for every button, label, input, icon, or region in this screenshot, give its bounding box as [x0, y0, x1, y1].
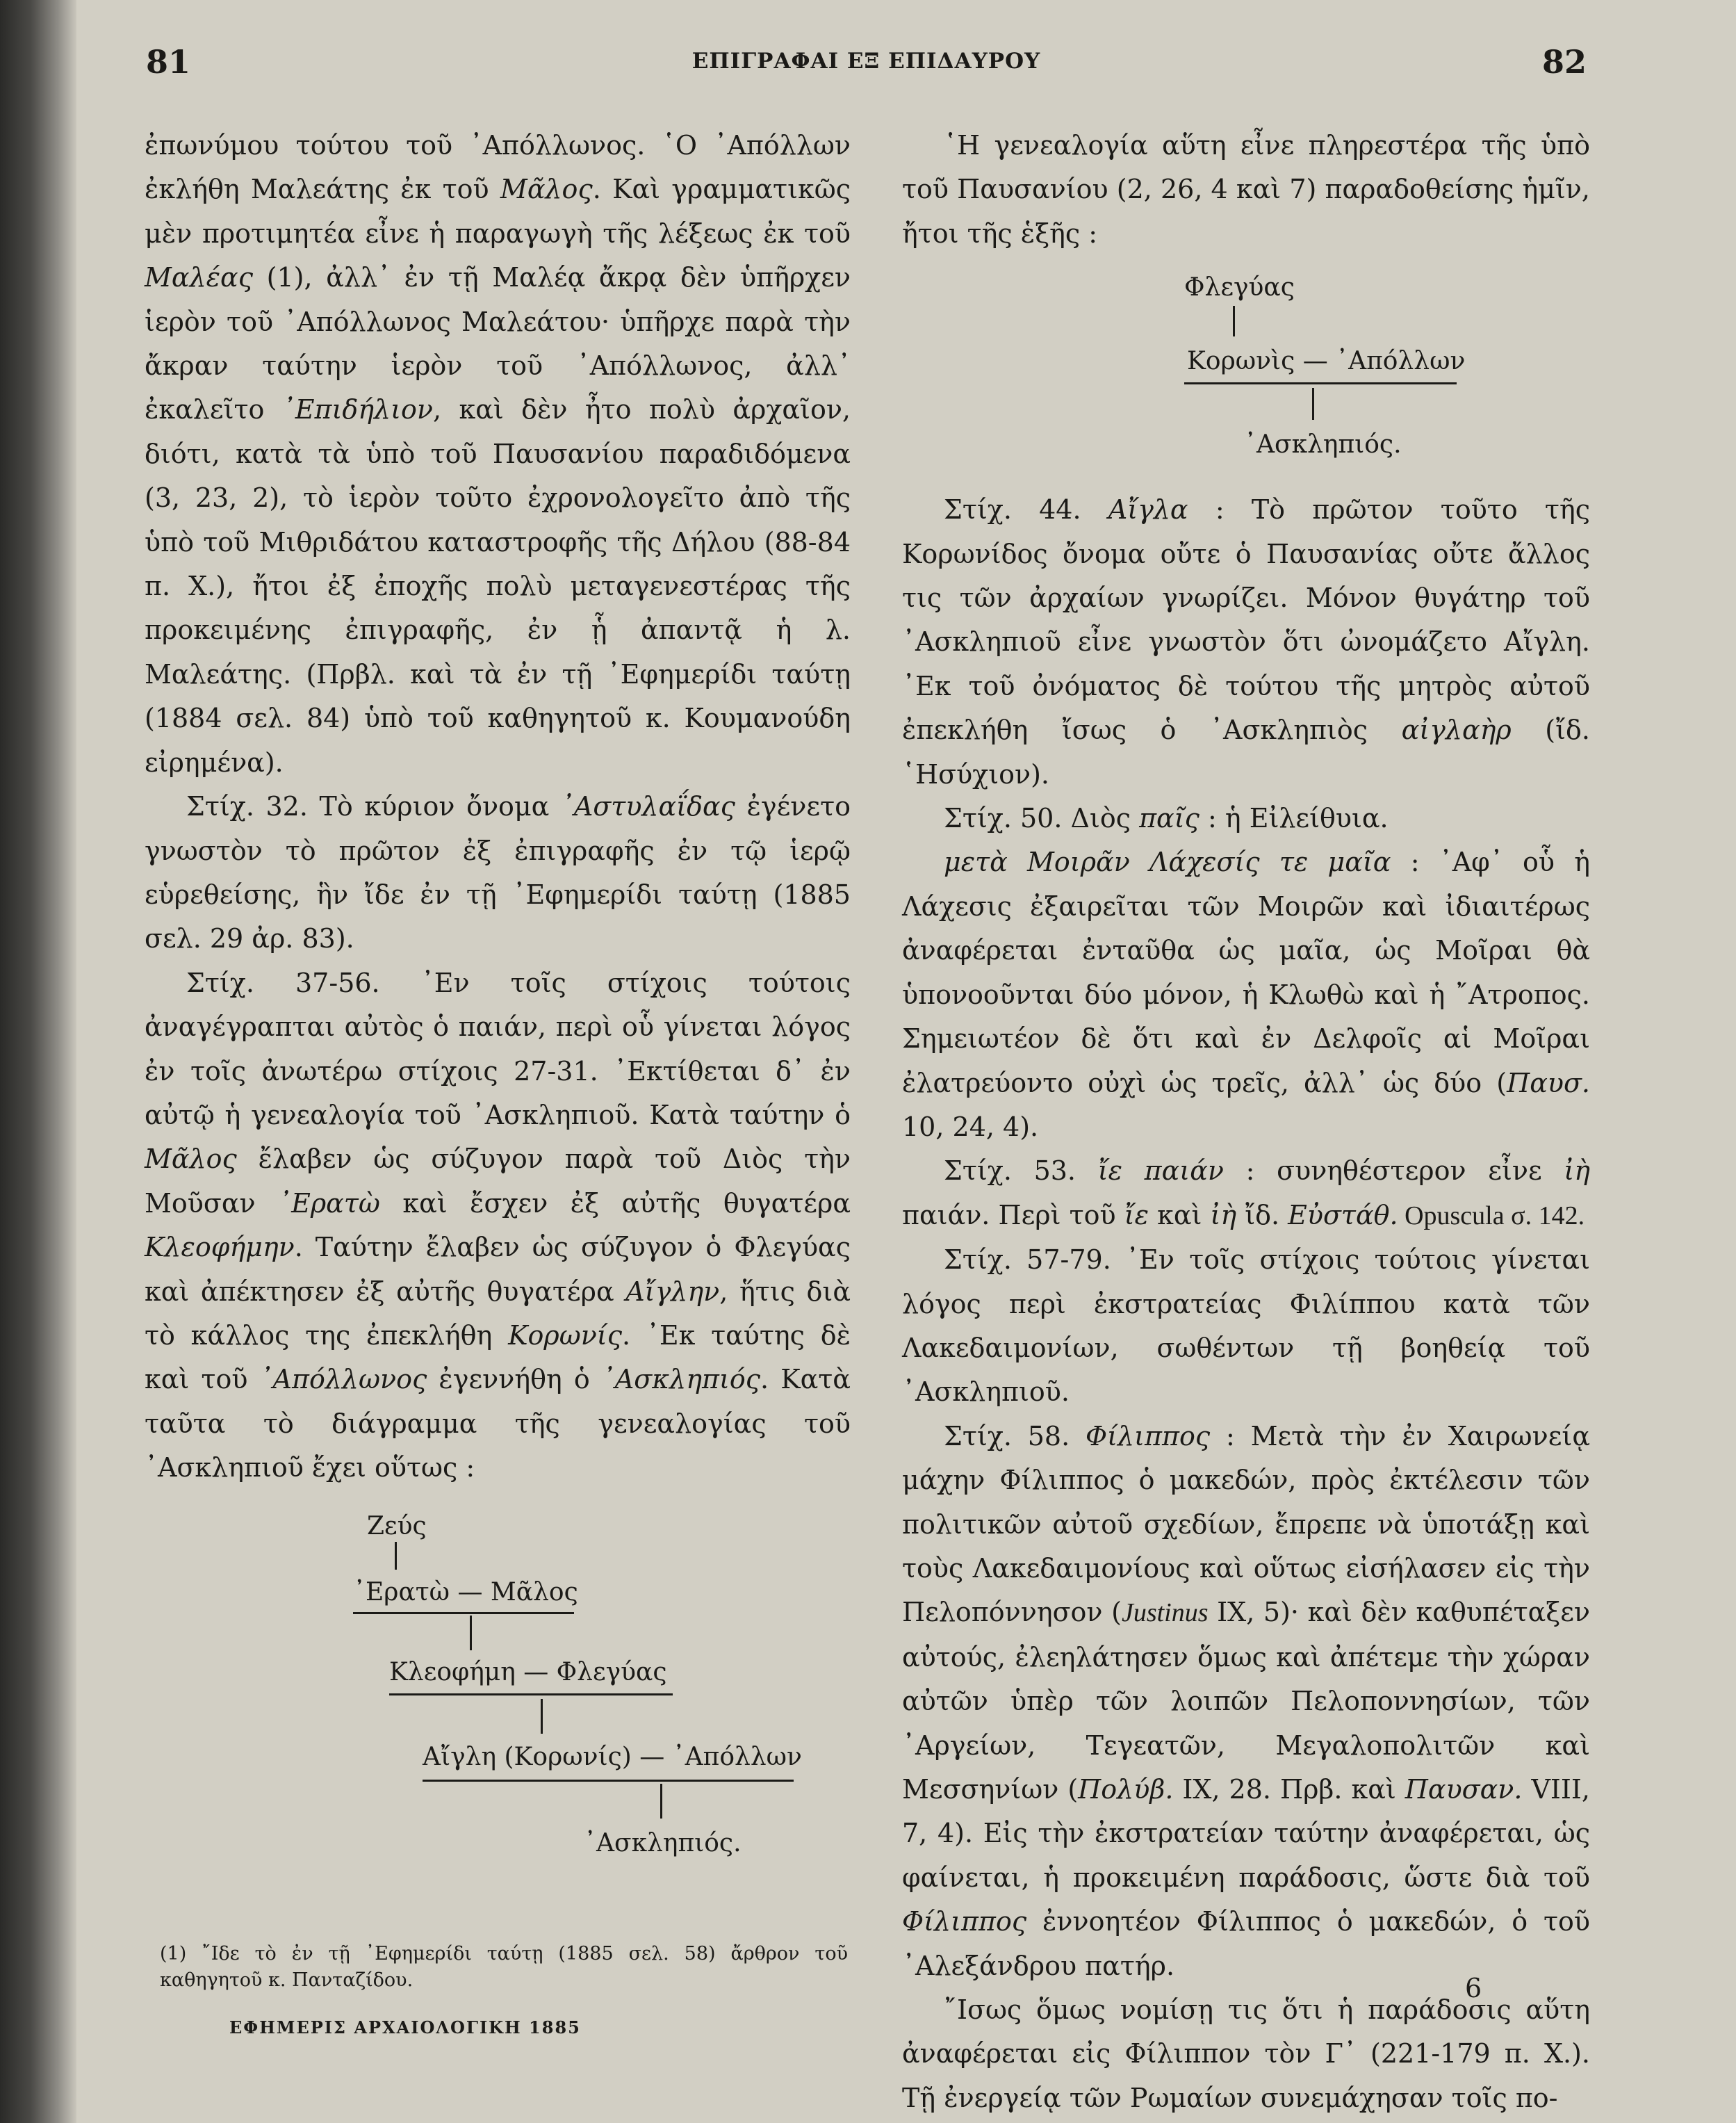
running-title: ΕΠΙΓΡΑΦΑΙ ΕΞ ΕΠΙΔΑΥΡΟΥ	[691, 49, 1041, 74]
genealogy-tree-right	[902, 266, 1590, 488]
right-paragraph-4: μετὰ Μοιρᾶν Λάχεσίς τε μαῖα : ᾿Αφ᾽ οὗ ἡ Λάχεσις ἐξαιρεῖται τῶν Μοιρῶν καὶ ἰδιαιτέρως ἀναφέρεται ἐνταῦθα ὡς μαῖα, ὡς Μοῖραι θὰ ὑπονοοῦνται δύο μόνον, ἡ Κλωθὼ καὶ ἡ ῎Ατροπος. Σημειωτέον δὲ ὅτι καὶ ἐν Δελφοῖς αἱ Μοῖραι ἐλατρεύοντο οὐχὶ ὡς τρεῖς, ἀλλ᾽ ὡς δύο (Παυσ. 10, 24, 4).	[902, 847, 1590, 1142]
page-header	[146, 43, 1587, 85]
tree-line	[541, 1699, 543, 1734]
tree-line	[423, 1780, 794, 1782]
tree-node-kleofimi-flegyas: Κλεοφήμη — Φλεγύας	[389, 1657, 667, 1686]
tree-node-asklipios-right: ᾿Ασκληπιός.	[1244, 430, 1402, 459]
right-paragraph-5: Στίχ. 53. ἴε παιάν : συνηθέστερον εἶνε ἰὴ παιάν. Περὶ τοῦ ἴε καὶ ἰὴ ἴδ. Εὐστάθ. Opuscula σ. 142.	[902, 1155, 1590, 1230]
right-paragraph-3: Στίχ. 50. Διὸς παῖς : ἡ Εἰλείθυια.	[944, 803, 1389, 834]
tree-node-koronis-apollon: Κορωνὶς — ᾿Απόλλων	[1187, 347, 1466, 376]
right-page-number: 82	[1541, 43, 1587, 81]
sheet-signature-number: 6	[1465, 1973, 1482, 2003]
right-paragraph-8: ῎Ισως ὅμως νομίσῃ τις ὅτι ἡ παράδοσις αὕτη ἀναφέρεται εἰς Φίλιππον τὸν Γ᾽ (221-179 π. Χ.). Τῇ ἐνεργείᾳ τῶν Ρωμαίων συνεμάχησαν τοῖς πο-	[902, 1994, 1590, 2113]
tree-node-zeus: Ζεύς	[367, 1511, 427, 1540]
left-paragraph-2: Στίχ. 32. Τὸ κύριον ὄνομα ᾿Αστυλαΐδας ἐγένετο γνωστὸν τὸ πρῶτον ἐξ ἐπιγραφῆς ἐν τῷ ἱερῷ εὑρεθείσης, ἣν ἴδε ἐν τῇ ᾿Εφημερίδι ταύτῃ (1885 σελ. 29 ἀρ. 83).	[145, 791, 851, 954]
tree-line	[1312, 388, 1314, 420]
tree-line	[1233, 306, 1235, 336]
right-column	[902, 124, 1590, 2120]
right-paragraph-2: Στίχ. 44. Αἴγλα : Τὸ πρῶτον τοῦτο τῆς Κορωνίδος ὄνομα οὔτε ὁ Παυσανίας οὔτε ἄλλος τις τῶν ἀρχαίων γνωρίζει. Μόνον θυγάτηρ τοῦ ᾿Ασκληπιοῦ εἶνε γνωστὸν ὅτι ὠνομάζετο Αἴγλη. ᾿Εκ τοῦ ὀνόματος δὲ τούτου τῆς μητρὸς αὐτοῦ ἐπεκλήθη ἴσως ὁ ᾿Ασκληπιὸς αἰγλαὴρ (ἴδ. ῾Ησύχιον).	[902, 494, 1590, 790]
tree-node-erato-malos: ᾿Ερατὼ — Μᾶλος	[353, 1577, 578, 1607]
right-paragraph-6: Στίχ. 57-79. ᾿Εν τοῖς στίχοις τούτοις γίνεται λόγος περὶ ἐκστρατείας Φιλίππου κατὰ τῶν Λακεδαιμονίων, σωθέντων τῇ βοηθείᾳ τοῦ ᾿Ασκληπιοῦ.	[902, 1244, 1590, 1408]
tree-line	[1184, 382, 1457, 384]
right-paragraph-7: Στίχ. 58. Φίλιππος : Μετὰ τὴν ἐν Χαιρωνείᾳ μάχην Φίλιππος ὁ μακεδών, πρὸς ἐκτέλεσιν τῶν πολιτικῶν αὐτοῦ σχεδίων, ἔπρεπε νὰ ὑποτάξῃ καὶ τοὺς Λακεδαιμονίους καὶ οὕτως εἰσήλασεν εἰς τὴν Πελοπόννησον (Justinus IX, 5)· καὶ δὲν καθυπέταξεν αὐτούς, ἐλεηλάτησεν ὅμως καὶ ἀπέτεμε τὴν χώραν αὐτῶν ὑπὲρ τῶν λοιπῶν Πελοποννησίων, τῶν ᾿Αργείων, Τεγεατῶν, Μεγαλοπολιτῶν καὶ Μεσσηνίων (Πολύβ. IX, 28. Πρβ. καὶ Παυσαν. VIII, 7, 4). Εἰς τὴν ἐκστρατείαν ταύτην ἀναφέρεται, ὡς φαίνεται, ἡ προκειμένη παράδοσις, ὥστε διὰ τοῦ Φίλιππος ἐννοητέον Φίλιππος ὁ μακεδών, ὁ τοῦ ᾿Αλεξάνδρου πατήρ.	[902, 1420, 1591, 1981]
tree-line	[389, 1693, 673, 1695]
printer-signature: ΕΦΗΜΕΡΙΣ ΑΡΧΑΙΟΛΟΓΙΚΗ 1885	[229, 2017, 581, 2037]
tree-node-aigli-apollon: Αἴγλη (Κορωνίς) — ᾿Απόλλων	[423, 1742, 802, 1771]
left-page-number: 81	[146, 43, 191, 81]
tree-line	[470, 1616, 472, 1650]
tree-node-flegyas: Φλεγύας	[1184, 273, 1295, 302]
left-paragraph-3: Στίχ. 37-56. ᾿Εν τοῖς στίχοις τούτοις ἀναγέγραπται αὐτὸς ὁ παιάν, περὶ οὗ γίνεται λόγος ἐν τοῖς ἀνωτέρω στίχοις 27-31. ᾿Εκτίθεται δ᾽ ἐν αὐτῷ ἡ γενεαλογία τοῦ ᾿Ασκληπιοῦ. Κατὰ ταύτην ὁ Μᾶλος ἔλαβεν ὡς σύζυγον παρὰ τοῦ Διὸς τὴν Μοῦσαν ᾿Ερατὼ καὶ ἔσχεν ἐξ αὐτῆς θυγατέρα Κλεοφήμην. Ταύτην ἔλαβεν ὡς σύζυγον ὁ Φλεγύας καὶ ἀπέκτησεν ἐξ αὐτῆς θυγατέρα Αἴγλην, ἥτις διὰ τὸ κάλλος της ἐπεκλήθη Κορωνίς. ᾿Εκ ταύτης δὲ καὶ τοῦ ᾿Απόλλωνος ἐγεννήθη ὁ ᾿Ασκληπιός. Κατὰ ταῦτα τὸ διάγραμμα τῆς γενεαλογίας τοῦ ᾿Ασκληπιοῦ ἔχει οὕτως :	[145, 967, 851, 1483]
tree-node-asklipios: ᾿Ασκληπιός.	[584, 1828, 742, 1857]
right-paragraph-1: ῾Η γενεαλογία αὕτη εἶνε πληρεστέρα τῆς ὑπὸ τοῦ Παυσανίου (2, 26, 4 καὶ 7) παραδοθείσης ἡμῖν, ἤτοι τῆς ἑξῆς :	[902, 130, 1590, 249]
tree-line	[353, 1612, 574, 1614]
footnote: (1) ῎Ιδε τὸ ἐν τῇ ᾿Εφημερίδι ταύτῃ (1885 σελ. 58) ἄρθρον τοῦ καθηγητοῦ κ. Πανταζίδου.	[160, 1943, 848, 1991]
left-column	[145, 124, 851, 1894]
left-paragraph-1: ἐπωνύμου τούτου τοῦ ᾿Απόλλωνος. ῾Ο ᾿Απόλλων ἐκλήθη Μαλεάτης ἐκ τοῦ Μᾶλος. Καὶ γραμματικῶς μὲν προτιμητέα εἶνε ἡ παραγωγὴ τῆς λέξεως ἐκ τοῦ Μαλέας (1), ἀλλ᾽ ἐν τῇ Μαλέᾳ ἄκρᾳ δὲν ὑπῆρχεν ἱερὸν τοῦ ᾿Απόλλωνος Μαλεάτου· ὑπῆρχε παρὰ τὴν ἄκραν ταύτην ἱερὸν τοῦ ᾿Απόλλωνος, ἀλλ᾽ ἐκαλεῖτο ᾿Επιδήλιον, καὶ δὲν ἦτο πολὺ ἀρχαῖον, διότι, κατὰ τὰ ὑπὸ τοῦ Παυσανίου παραδιδόμενα (3, 23, 2), τὸ ἱερὸν τοῦτο ἐχρονολογεῖτο ἀπὸ τῆς ὑπὸ τοῦ Μιθριδάτου καταστροφῆς τῆς Δήλου (88-84 π. Χ.), ἤτοι ἐξ ἐποχῆς πολὺ μεταγενεστέρας τῆς προκειμένης ἐπιγραφῆς, ἐν ᾗ ἀπαντᾷ ἡ λ. Μαλεάτης. (Πρβλ. καὶ τὰ ἐν τῇ ᾿Εφημερίδι ταύτῃ (1884 σελ. 84) ὑπὸ τοῦ καθηγητοῦ κ. Κουμανούδη εἰρημένα).	[145, 130, 851, 778]
genealogy-tree-left	[145, 1504, 851, 1894]
tree-line	[660, 1784, 662, 1819]
tree-line	[395, 1542, 397, 1570]
